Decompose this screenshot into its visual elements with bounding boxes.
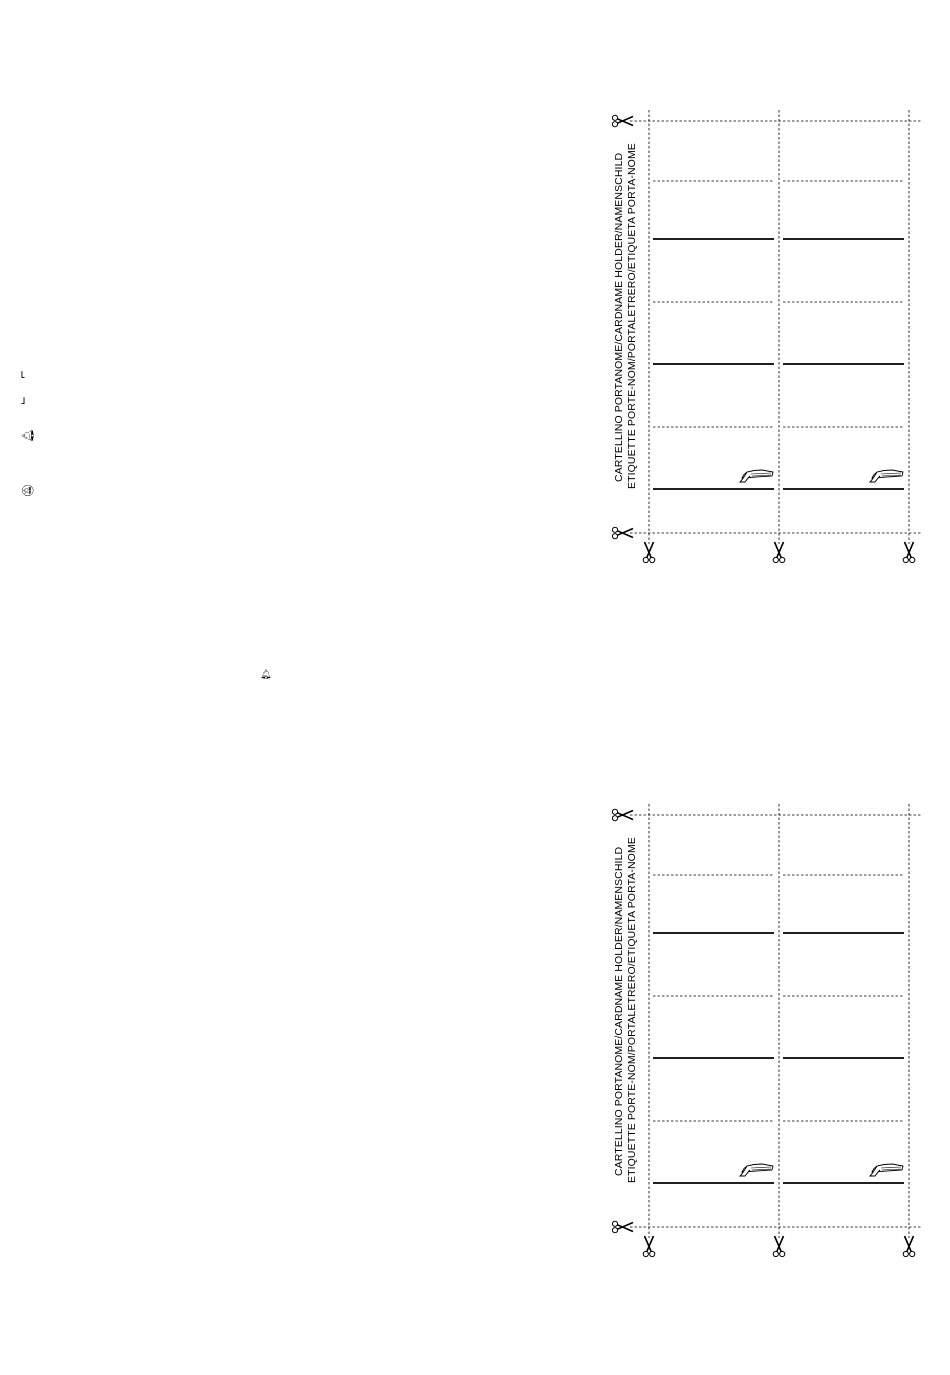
scissors-icon: [773, 542, 785, 563]
cap-icon: [870, 1164, 903, 1176]
scissors-icon: [612, 115, 633, 127]
corner-bracket-icon: ⌙: [16, 395, 30, 406]
sheet-1-title-line-2: ETIQUETTE PORTE-NOM/PORTALETRERO/ETIQUETA PORTA-NOME: [626, 143, 638, 489]
cap-icon: [740, 1164, 773, 1176]
bell-icon: 🔔︎: [21, 428, 35, 443]
scissors-icon: [643, 1236, 655, 1257]
corner-bracket-icon: ⌐: [16, 369, 30, 380]
scissors-icon: [612, 1221, 633, 1233]
cap-icon: [740, 470, 773, 482]
scissors-icon: [612, 809, 633, 821]
sheet-2-title-line-2: ETIQUETTE PORTE-NOM/PORTALETRERO/ETIQUETA PORTA-NOME: [626, 837, 638, 1183]
scissors-icon: [903, 542, 915, 563]
card-sheet-2: [612, 804, 922, 1257]
scissors-icon: [773, 1236, 785, 1257]
cap-icon: [870, 470, 903, 482]
scissors-icon: [612, 527, 633, 539]
scissors-icon: [643, 542, 655, 563]
bell-icon: 🔔︎: [260, 670, 272, 680]
scissors-icon: [903, 1236, 915, 1257]
card-sheet-1: [612, 110, 922, 563]
sheet-2-title-line-1: CARTELLINO PORTANOME/CARDNAME HOLDER/NAMENSCHILD: [613, 846, 625, 1176]
bell-off-icon: 🔕︎: [21, 483, 35, 498]
sheet-1-title-line-1: CARTELLINO PORTANOME/CARDNAME HOLDER/NAMENSCHILD: [613, 152, 625, 482]
